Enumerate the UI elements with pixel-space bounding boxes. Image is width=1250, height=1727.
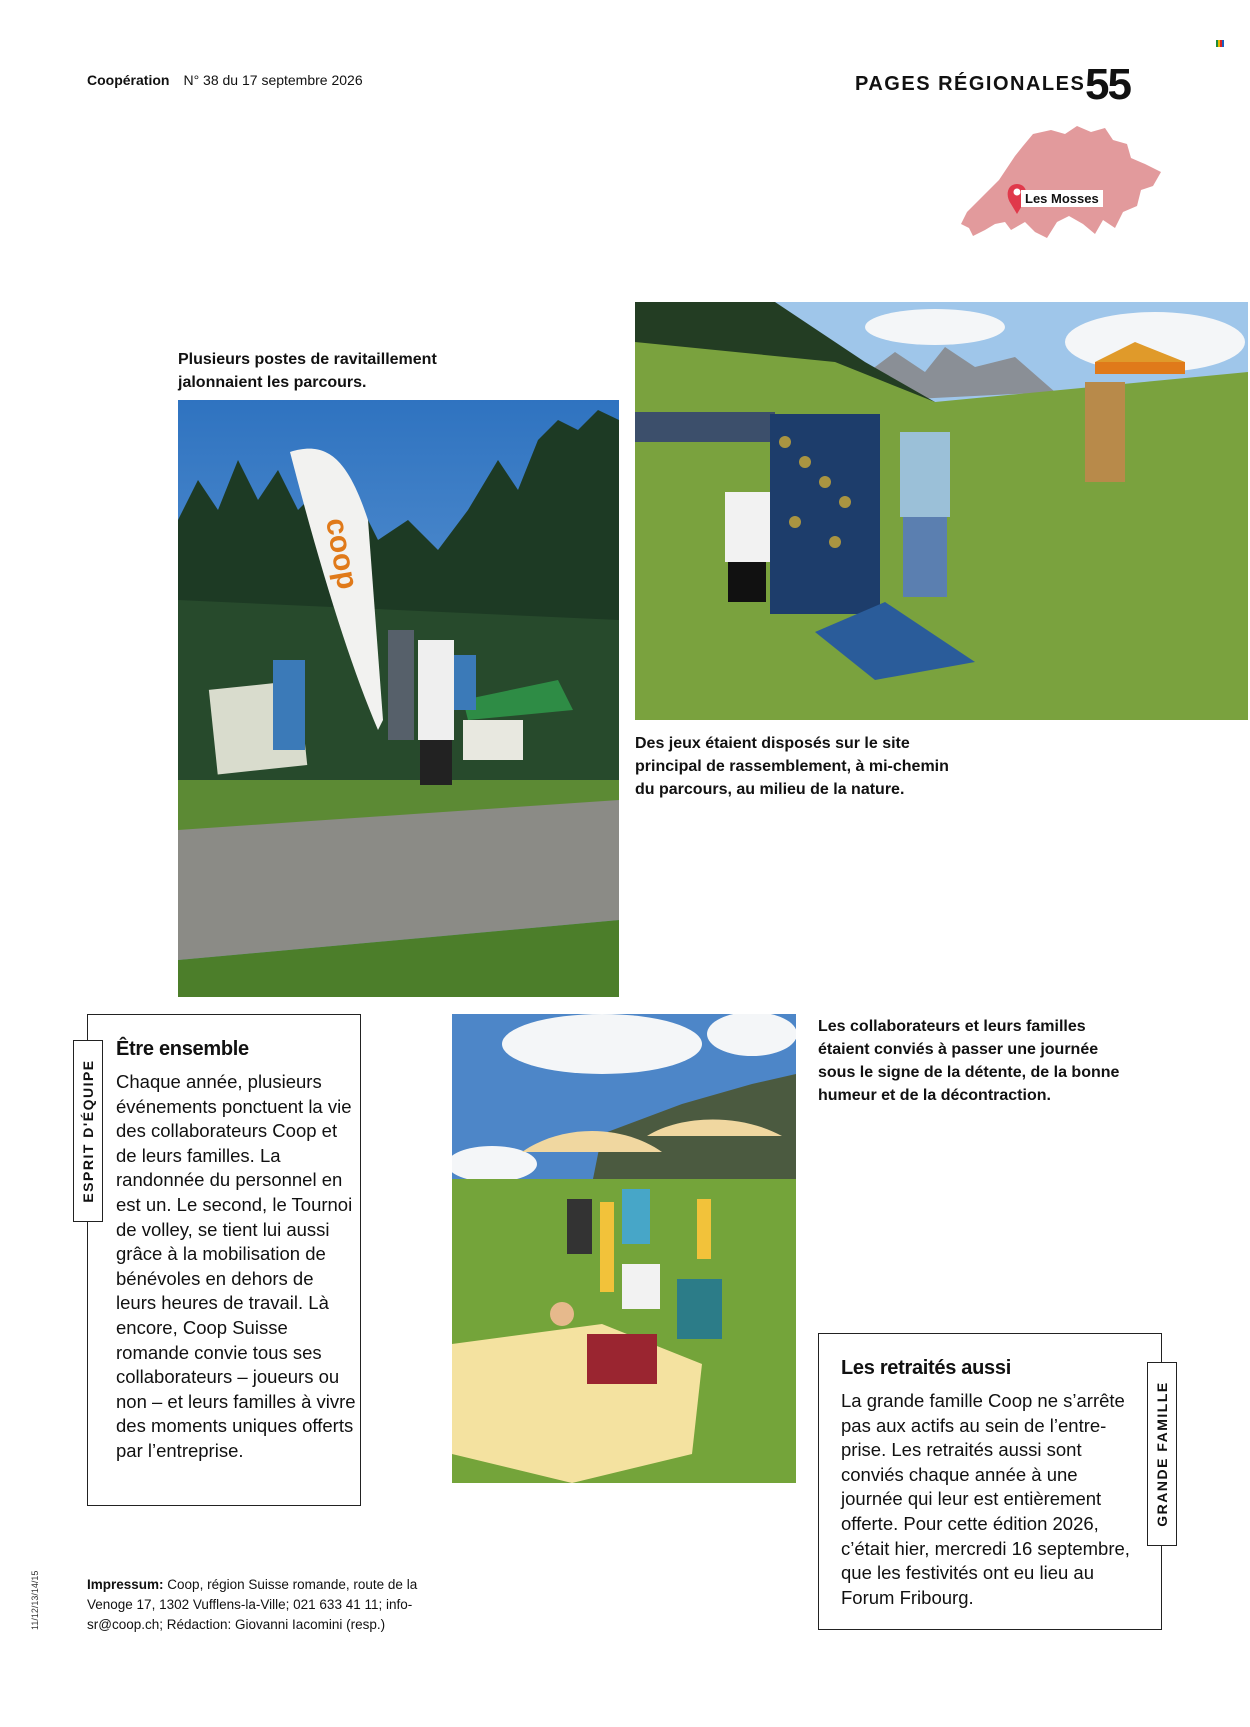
tab-esprit-equipe-label: ESPRIT D'ÉQUIPE (80, 1059, 96, 1203)
impressum-label: Impressum: (87, 1577, 164, 1592)
box-retraites-aussi (818, 1333, 1162, 1630)
tab-grande-famille (1147, 1362, 1177, 1546)
caption-games: Des jeux étaient disposés sur le site principal de rassemblement, à mi-chemin du parcours, au milieu de la nature. (635, 735, 949, 798)
caption-families: Les collaborateurs et leurs familles étaient conviés à passer une journée sous le signe de la détente, de la bonne humeur et de la décontraction. (818, 1018, 1120, 1104)
box-etre-ensemble (87, 1014, 361, 1506)
publication-line (87, 72, 363, 88)
section-title: PAGES RÉGIONALES (855, 73, 1086, 95)
page-edition-code: 11/12/13/14/15 (30, 1570, 40, 1630)
box-team-body: Chaque année, plusieurs événements ponctuent la vie des collaborateurs Coop et de leurs familles. La randonnée du personnel en est un. Le second, le Tournoi de volley, se tient lui aussi grâce à la mobilisation de bénévoles en dehors de leurs heures de travail. Là encore, Coop Suisse romande convie tous ses collaborateurs – joueurs ou non – et leurs familles à vivre des moments uniques offerts par l’entreprise. (116, 1071, 356, 1461)
switzerland-map (955, 120, 1165, 255)
publication-name: Coopération (87, 72, 170, 88)
photo-family-picnic (452, 1014, 796, 1483)
tab-grande-famille-label: GRANDE FAMILLE (1154, 1381, 1170, 1527)
tab-esprit-equipe (73, 1040, 103, 1222)
flag-logo-text: coop (319, 515, 365, 592)
caption-refreshments: Plusieurs postes de ravitaillement jalonnaient les parcours. (178, 351, 437, 391)
page-number: 55 (1085, 60, 1130, 109)
box-team-title: Être ensemble (116, 1038, 249, 1060)
photo-giant-connect-four (635, 302, 1248, 720)
impressum-text: Coop, région Suisse romande, route de la Venoge 17, 1302 Vufflens-la-Ville; 021 633 41 11; info-sr@coop.ch; Rédaction: Giovanni Iacomini (resp.) (87, 1577, 418, 1632)
photo-hikers-with-map (178, 400, 619, 997)
color-registration-mark (1216, 34, 1224, 41)
issue-date: N° 38 du 17 septembre 2026 (183, 72, 363, 88)
box-retirees-title: Les retraités aussi (841, 1357, 1011, 1379)
box-retirees-body: La grande famille Coop ne s’arrête pas aux actifs au sein de l’entreprise. Les retraités aussi sont conviés chaque année à une journée qui leur est entièrement offerte. Pour cette édition 2026, c’était hier, mercredi 16 septembre, que les festivités ont eu lieu au Forum Fribourg. (841, 1390, 1130, 1608)
map-location-label: Les Mosses (1021, 190, 1103, 207)
impressum (87, 1575, 447, 1635)
map-shape (961, 126, 1161, 238)
